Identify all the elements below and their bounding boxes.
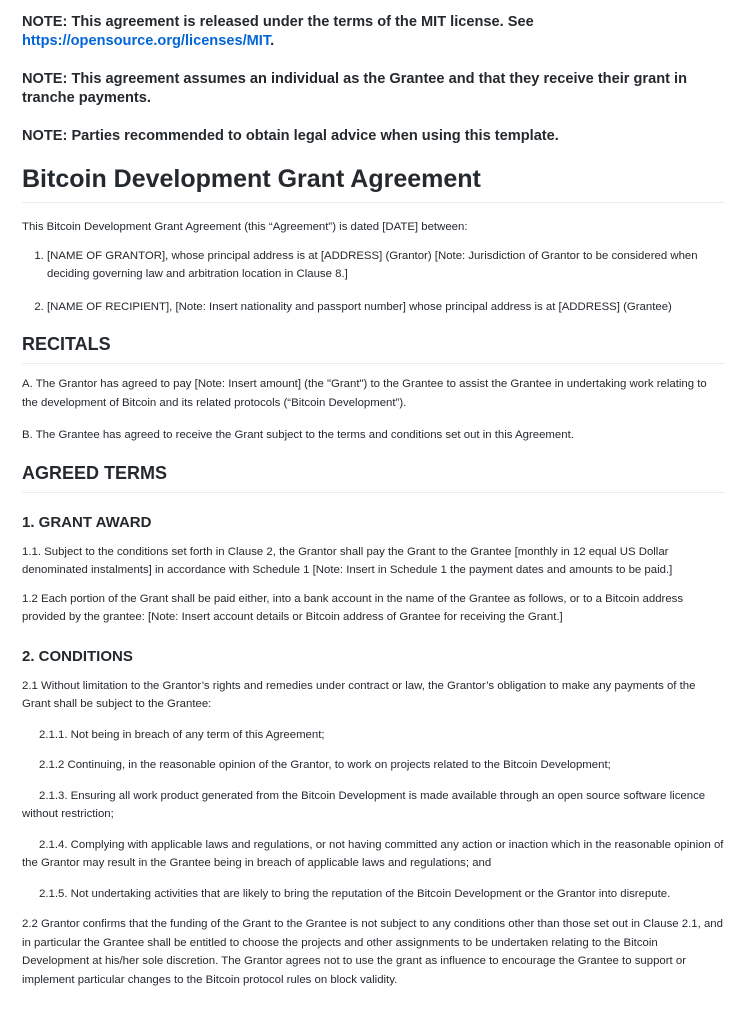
parties-list (22, 247, 725, 317)
grantee-note: NOTE: This agreement assumes an individual as the Grantee and that they receive their grant in tranche payments. (22, 71, 688, 106)
recital-a: A. The Grantor has agreed to pay [Note: Insert amount] (the "Grant") to the Grantee to assist the Grantee in undertaking work relating to the development of Bitcoin and its related protocols (“Bitcoin Development”). (22, 378, 707, 409)
recital-b: B. The Grantee has agreed to receive the Grant subject to the terms and conditions set out in this Agreement. (22, 429, 574, 441)
page-title: Bitcoin Development Grant Agreement (22, 163, 725, 203)
license-note (22, 0, 725, 51)
clause-2-1-1 (22, 726, 725, 745)
clause-1-2: 1.2 Each portion of the Grant shall be paid either, into a bank account in the name of the Grantee as follows, or to a Bitcoin address provided by the grantee: [Note: Insert account details or Bitcoin address of Grantee for receiving the Grant.] (22, 592, 684, 623)
clause-2-1: 2.1 Without limitation to the Grantor’s rights and remedies under contract or law, the Grantor’s obligation to make any payments of the Grant shall be subject to the Grantee: (22, 679, 696, 710)
clause-2-2: 2.2 Grantor confirms that the funding of the Grant to the Grantee is not subject to any conditions other than those set out in Clause 2.1, and in particular the Grantee shall be entitled to choose the projects and other assignments to be undertaken relating to the Bitcoin Development at his/her sole discretion. The Grantor agrees not to use the grant as influence to encourage the Grantee to support or implement particular changes to the Bitcoin protocol rules on block validity. (22, 918, 723, 986)
mit-license-link[interactable]: https://opensource.org/licenses/MIT (22, 33, 271, 49)
clause-2-1-3-text: 2.1.3. Ensuring all work product generated from the Bitcoin Development is made available through an open source software licence without restriction; (22, 789, 706, 820)
clause-2-1-3 (22, 787, 725, 824)
clause-2-1-2 (22, 756, 725, 775)
grant-award-heading: 1. GRANT AWARD (22, 513, 152, 531)
clause-1-1: 1.1. Subject to the conditions set forth in Clause 2, the Grantor shall pay the Grant to the Grantee [monthly in 12 equal US Dollar denominated instalments] in accordance with Schedule 1 [Note: Insert in Schedule 1 the payment dates and amounts to be paid.] (22, 545, 673, 576)
agreed-terms-heading: AGREED TERMS (22, 461, 725, 493)
clause-2-1-5 (22, 885, 725, 904)
clause-2-1-2-text: 2.1.2 Continuing, in the reasonable opinion of the Grantor, to work on projects related to the Bitcoin Development; (39, 759, 611, 771)
party-grantee: 2. [NAME OF RECIPIENT], [Note: Insert nationality and passport number] whose principal address is at [ADDRESS] (Grantee) (47, 298, 725, 317)
recitals-heading: RECITALS (22, 332, 725, 364)
clause-2-1-5-text: 2.1.5. Not undertaking activities that are likely to bring the reputation of the Bitcoin Development or the Grantor into disrepute. (39, 887, 671, 900)
legal-advice-note: NOTE: Parties recommended to obtain legal advice when using this template. (22, 128, 559, 144)
conditions-heading: 2. CONDITIONS (22, 647, 133, 665)
intro-paragraph: This Bitcoin Development Grant Agreement (this “Agreement”) is dated [DATE] between: (22, 221, 468, 233)
license-note-text: NOTE: This agreement is released under the terms of the MIT license. See (22, 14, 534, 30)
clause-2-1-4-text: 2.1.4. Complying with applicable laws and regulations, or not having committed any action or inaction which in the reasonable opinion of the Grantor may result in the Grantee being in breach of applicable laws and regulations; and (22, 838, 724, 869)
clause-2-1-1-text: 2.1.1. Not being in breach of any term of this Agreement; (39, 728, 325, 741)
party-grantor: 1. [NAME OF GRANTOR], whose principal address is at [ADDRESS] (Grantor) [Note: Jurisdiction of Grantor to be considered when deciding governing law and arbitration location in Clause 8.] (47, 247, 725, 284)
license-note-period: . (270, 33, 275, 49)
clause-2-1-4 (22, 836, 725, 873)
